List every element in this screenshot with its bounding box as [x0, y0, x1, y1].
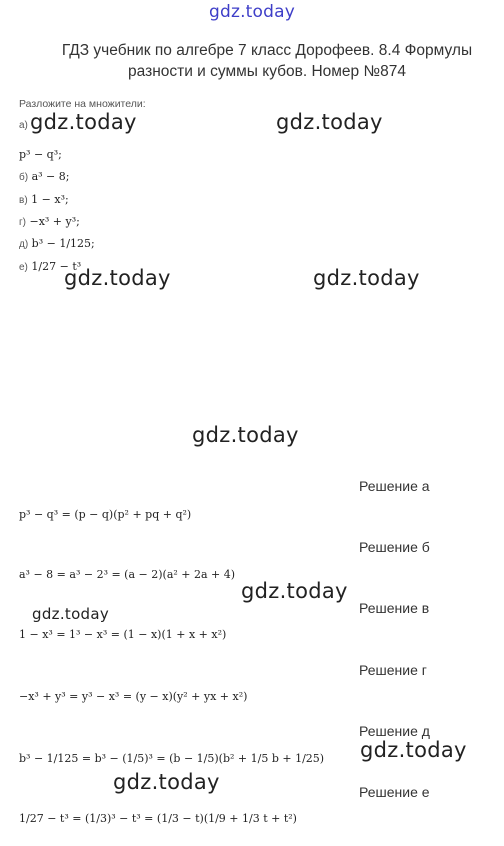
site-logo[interactable]: gdz.today [208, 2, 296, 22]
watermark: gdz.today [313, 266, 420, 290]
solution-label-b: Решение б [359, 539, 430, 555]
task-item-expr: −x³ + y³; [29, 215, 80, 228]
task-item-letter: д) [19, 239, 29, 250]
task-item-g [19, 215, 80, 228]
solution-label-a: Решение а [359, 478, 430, 494]
task-item-a [19, 118, 28, 131]
task-item-expr: 1 − x³; [31, 193, 69, 206]
task-item-d [19, 237, 95, 250]
task-item-letter: а) [19, 120, 28, 131]
watermark: gdz.today [30, 110, 137, 134]
watermark: gdz.today [113, 770, 220, 794]
watermark: gdz.today [192, 423, 299, 447]
solution-formula-d: b³ − 1/125 = b³ − (1/5)³ = (b − 1/5)(b² + 1/5 b + 1/25) [19, 752, 325, 765]
watermark: gdz.today [276, 110, 383, 134]
solution-formula-e: 1/27 − t³ = (1/3)³ − t³ = (1/3 − t)(1/9 + 1/3 t + t²) [19, 812, 297, 825]
solution-formula-a: p³ − q³ = (p − q)(p² + pq + q²) [19, 508, 192, 521]
solution-formula-g: −x³ + y³ = y³ − x³ = (y − x)(y² + yx + x²) [19, 690, 248, 703]
task-item-b [19, 170, 69, 183]
task-item-letter: е) [19, 262, 28, 273]
solution-label-v: Решение в [359, 600, 430, 616]
task-item-letter: г) [19, 217, 26, 228]
solution-label-g: Решение г [359, 662, 427, 678]
task-item-letter: б) [19, 172, 29, 183]
task-item-letter: в) [19, 195, 28, 206]
task-intro: Разложите на множители: [19, 98, 146, 110]
task-item-a-expr [19, 148, 62, 161]
task-item-expr: b³ − 1/125; [31, 237, 95, 250]
solution-label-d: Решение д [359, 723, 430, 739]
watermark: gdz.today [64, 266, 171, 290]
solution-formula-v: 1 − x³ = 1³ − x³ = (1 − x)(1 + x + x²) [19, 628, 227, 641]
task-item-expr: p³ − q³; [19, 148, 62, 161]
solution-label-e: Решение е [359, 784, 430, 800]
watermark: gdz.today [241, 579, 348, 603]
page-title: ГДЗ учебник по алгебре 7 класс Дорофеев. 8.4 Формулы разности и суммы кубов. Номер №874 [61, 42, 473, 80]
watermark: gdz.today [360, 738, 467, 762]
solution-formula-b: a³ − 8 = a³ − 2³ = (a − 2)(a² + 2a + 4) [19, 568, 236, 581]
watermark: gdz.today [32, 605, 110, 623]
task-item-expr: 1/27 − t³ [31, 260, 82, 273]
task-item-expr: a³ − 8; [31, 170, 70, 183]
task-item-v [19, 193, 69, 206]
